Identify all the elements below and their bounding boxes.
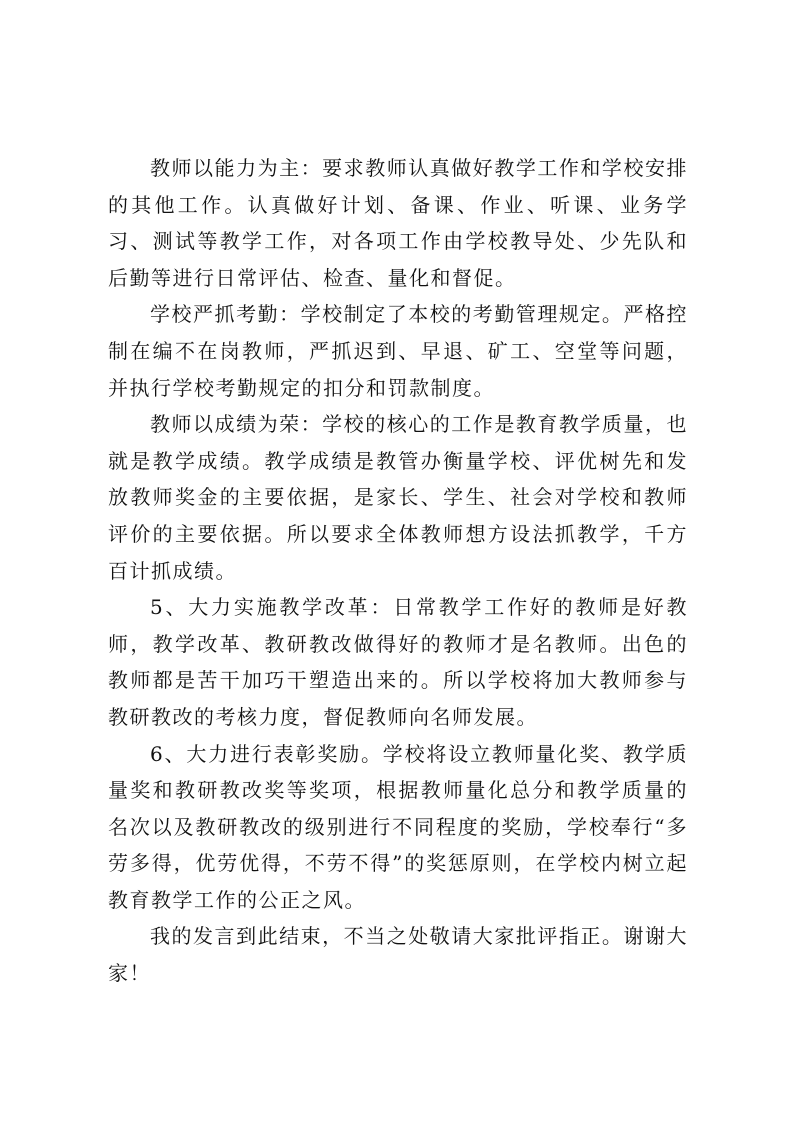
paragraph-rewards: 6、大力进行表彰奖励。学校将设立教师量化奖、教学质量奖和教研教改奖等奖项，根据教师量化总分和教学质量的名次以及教研教改的级别进行不同程度的奖励，学校奉行“多劳多得，优劳优得，不劳不得”的奖惩原则，在学校内树立起教育教学工作的公正之风。 [108,741,688,912]
paragraph-closing: 我的发言到此结束，不当之处敬请大家批评指正。谢谢大家！ [108,924,688,986]
paragraph-teacher-results: 教师以成绩为荣：学校的核心的工作是教育教学质量，也就是教学成绩。教学成绩是教管办衡量学校、评优树先和发放教师奖金的主要依据，是家长、学生、社会对学校和教师评价的主要依据。所以要求全体教师想方设法抓教学，千方百计抓成绩。 [108,412,688,583]
paragraph-teacher-ability: 教师以能力为主：要求教师认真做好教学工作和学校安排的其他工作。认真做好计划、备课、作业、听课、业务学习、测试等教学工作，对各项工作由学校教导处、少先队和后勤等进行日常评估、检查、量化和督促。 [108,156,688,290]
paragraph-attendance: 学校严抓考勤：学校制定了本校的考勤管理规定。严格控制在编不在岗教师，严抓迟到、早退、矿工、空堂等问题，并执行学校考勤规定的扣分和罚款制度。 [108,302,688,400]
paragraph-teaching-reform: 5、大力实施教学改革：日常教学工作好的教师是好教师，教学改革、教研教改做得好的教师才是名教师。出色的教师都是苦干加巧干塑造出来的。所以学校将加大教师参与教研教改的考核力度，督促教师向名师发展。 [108,595,688,729]
document-body [108,150,688,992]
